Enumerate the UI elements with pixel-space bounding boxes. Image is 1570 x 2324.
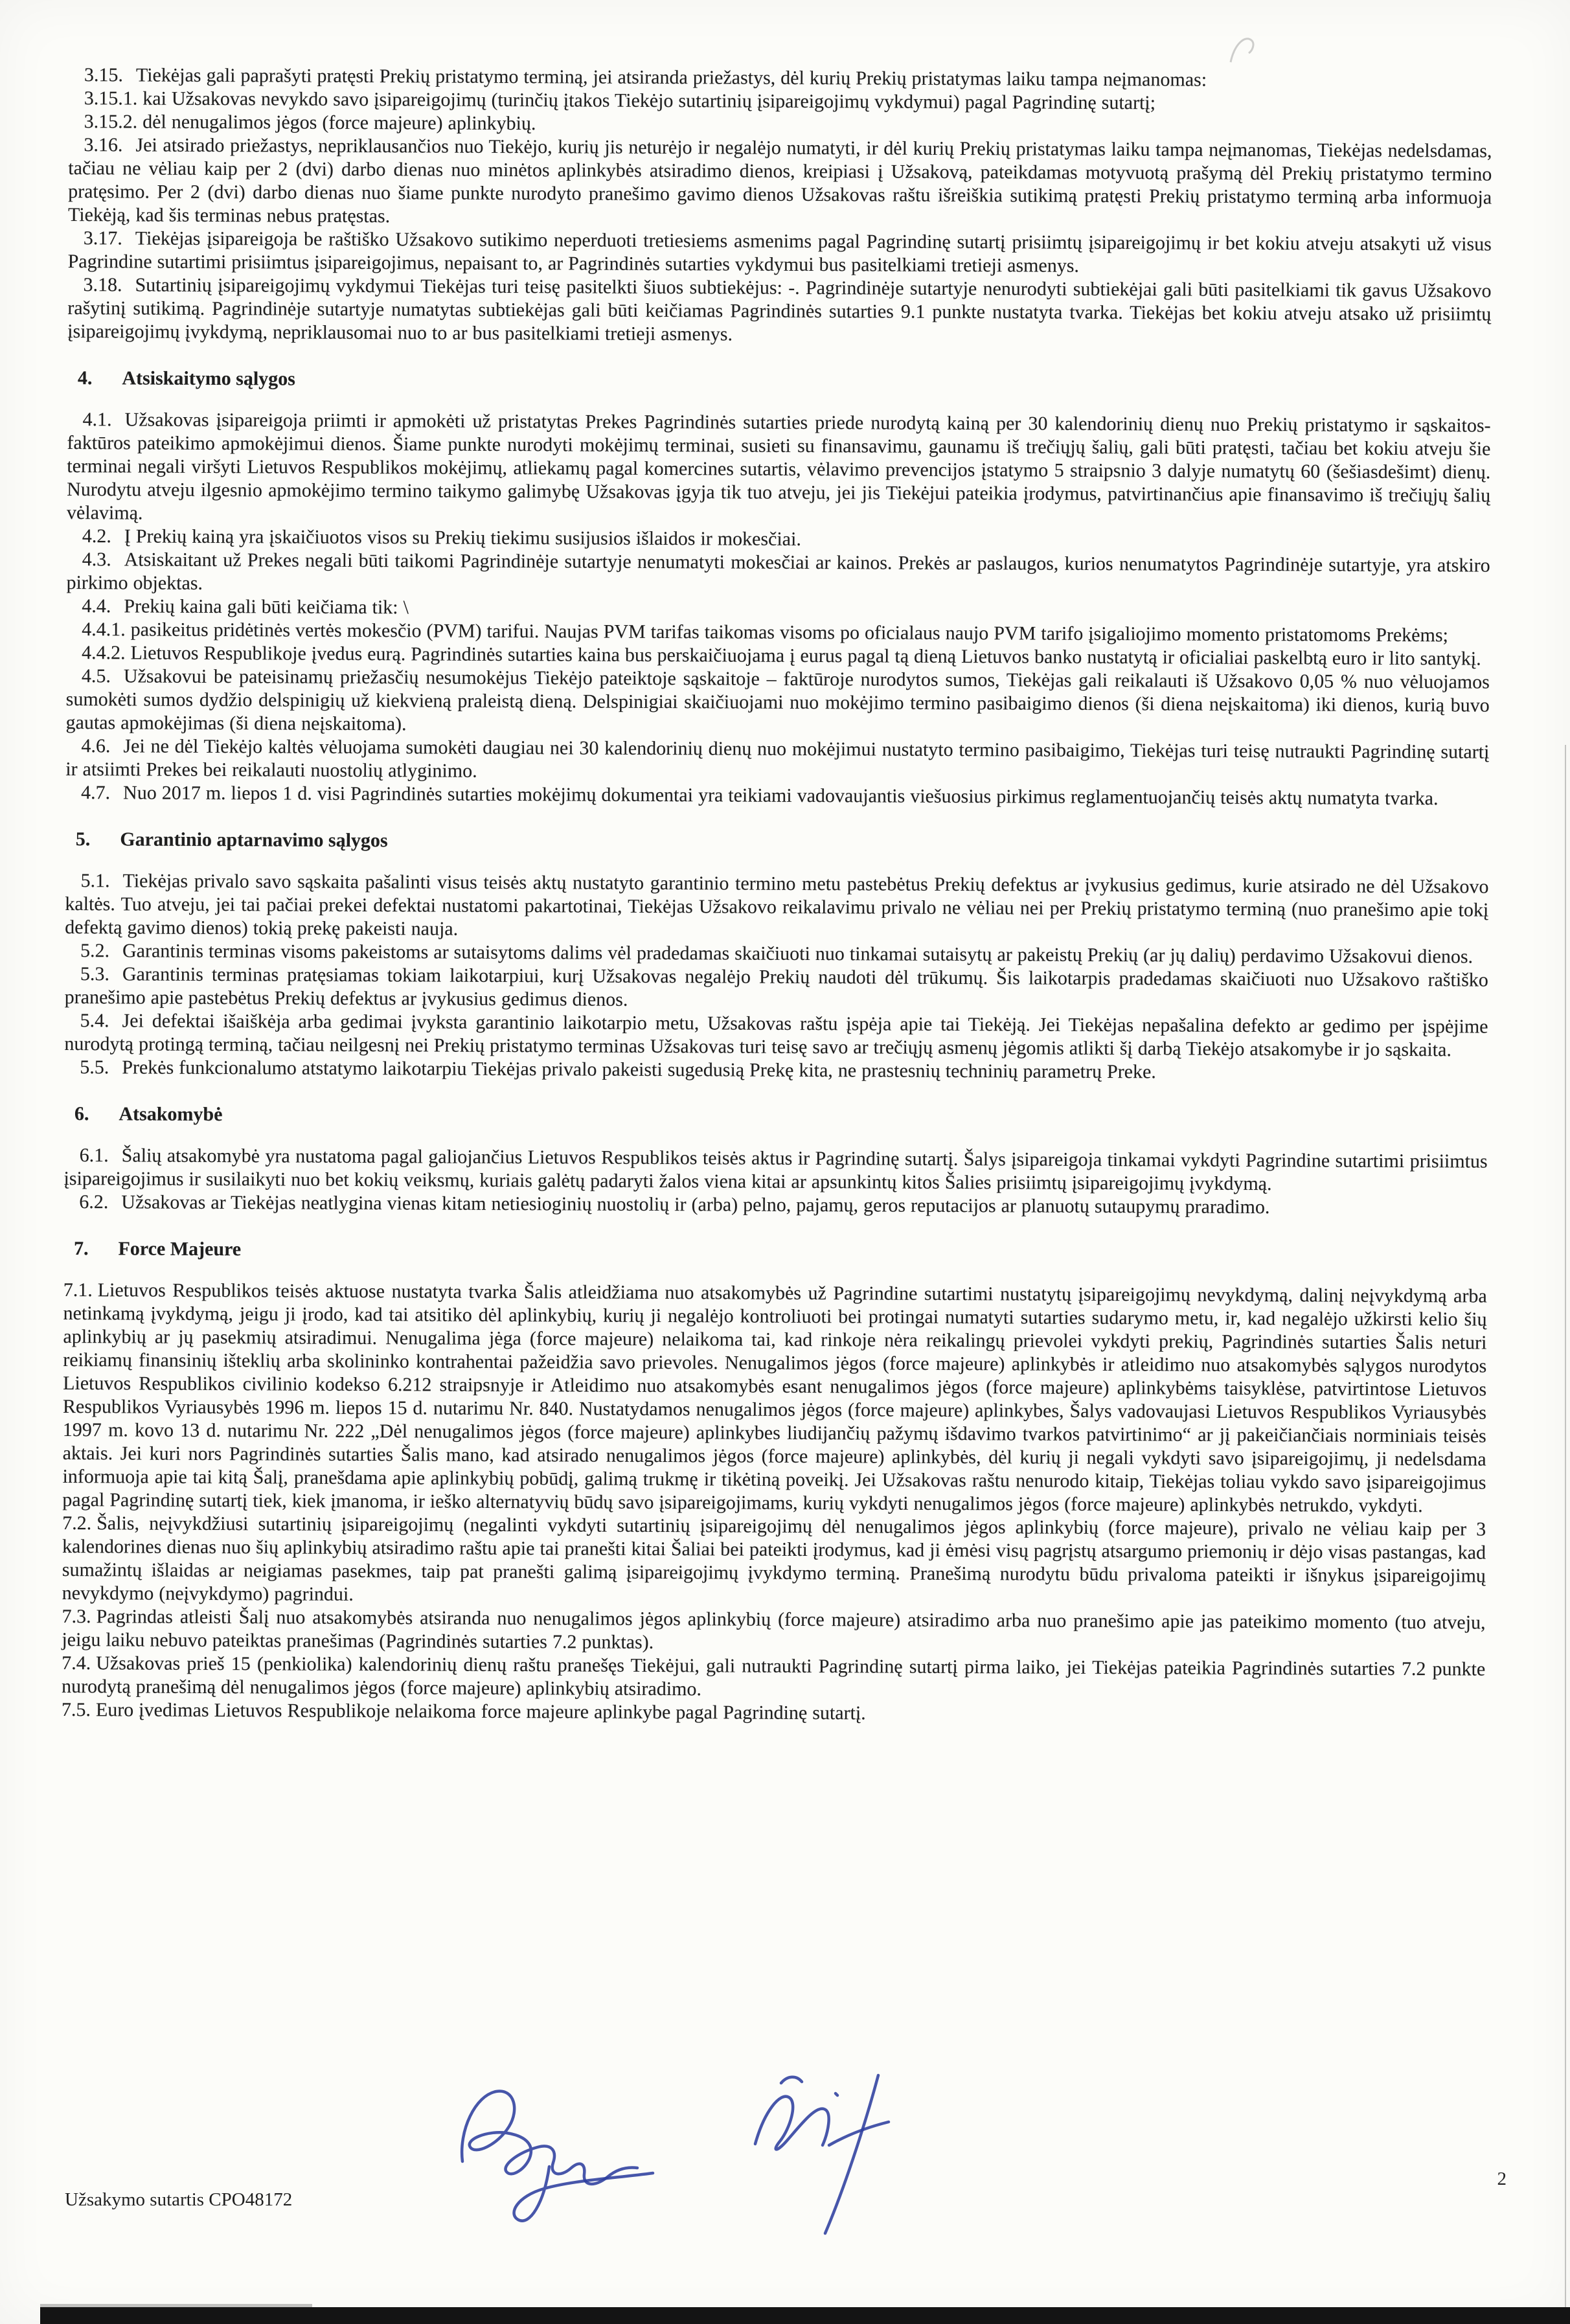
section-heading (63, 1237, 1487, 1267)
signature-1 (447, 2076, 674, 2238)
clause: 3.18. Sutartinių įsipareigojimų vykdymui Tiekėjas turi teisę pasitelkti šiuos subtiekėjus: -. Pagrindinėje sutartyje nenurodyti subtiekėjai gali būti pasitelkiami tik gavus Užsakovo rašytinį sutikimą. Pagrindinėje sutartyje numatytas subtiekėjas gali būti keičiamas Pagrindinės sutarties 9.1 punkte nustatyta tvarka. Tiekėjas bet kokiu atveju atsako už prisiimtų įsipareigojimų įvykdymą, nepriklausomai nuo to ar bus pasitelkiami tretieji asmenys. (67, 274, 1492, 345)
section-title: Force Majeure (118, 1238, 242, 1260)
clause-number: 7.2. (62, 1512, 92, 1534)
clause: 4.6. Jei ne dėl Tiekėjo kaltės vėluojama sumokėti daugiau nei 30 kalendorinių dienų nuo mokėjimui nustatyto termino pasibaigimo, Tiekėjas turi teisę nutraukti Pagrindinę sutartį ir atsiimti Prekes bei reikalauti nuostolių atlyginimo. (65, 735, 1490, 782)
page-number: 2 (1497, 2169, 1507, 2189)
clause: 4.4. Prekių kaina gali būti keičiama tik: \ (82, 595, 409, 619)
clause: 4.5. Užsakovui be pateisinamų priežasčių nesumokėjus Tiekėjo pateiktoje sąskaitoje – faktūroje nurodytos sumos, Tiekėjas gali reikalauti iš Užsakovo 0,05 % nuo vėluojamos sumokėti sumos dydžio delspinigių už kiekvieną praleistą dieną. Delspinigiai skaičiuojami nuo mokėjimo termino pasibaigimo dienos (ši diena neįskaitoma) iki dienos, kurią buvo gautas apmokėjimas (ši diena neįskaitoma). (65, 665, 1490, 735)
clause: 4.4.2. Lietuvos Respublikoje įvedus eurą. Pagrindinės sutarties kaina bus perskaičiuojama į eurus pagal tą dieną Lietuvos banko nustatytą ir oficialiai paskelbtą euro ir lito santykį. (81, 642, 1481, 670)
clause-number: 7.5. (61, 1698, 91, 1721)
pencil-smudge-mark (1225, 30, 1268, 73)
clause: 5.1. Tiekėjas privalo savo sąskaita pašalinti visus teisės aktų nustatyto garantinio termino metu pastebėtus Prekių defektus ar įvykusius gedimus, kurie atsirado ne dėl Užsakovo kaltės. Tuo atveju, jei tai pačiai prekei defektai nustatomi pakartotinai, Tiekėjas Užsakovo reikalavimu privalo ne vėliau nei per Prekių pristatymo terminą (nuo pranešimo apie tokį defektą gavimo dienos) tokią prekę pakeisti nauja. (65, 870, 1489, 940)
clause: 6.2. Užsakovas ar Tiekėjas neatlygina vienas kitam netiesioginių nuostolių ir (arba) pelno, pajamų, geros reputacijos ar planuotų sutaupymų praradimo. (79, 1191, 1270, 1218)
clause: 7.4. Užsakovas prieš 15 (penkiolika) kalendorinių dienų raštu pranešęs Tiekėjui, gali nutraukti Pagrindinę sutartį pirma laiko, jei Tiekėjas pateikia Pagrindinės sutarties 7.2 punkte nurodytą pranešimą dėl nenugalimos jėgos (force majeure) aplinkybių atsiradimo. (61, 1652, 1486, 1700)
clause-number: 3.17. (83, 227, 122, 249)
clause: 3.15.2. dėl nenugalimos jėgos (force majeure) aplinkybių. (84, 111, 536, 135)
clause: 7.1. Lietuvos Respublikos teisės aktuose nustatyta tvarka Šalis atleidžiama nuo atsakomybės už Pagrindine sutartimi nustatytų įsipareigojimų nevykdymą, dalinį neįvykdymą arba netinkamą įvykdymą, jeigu ji įrodo, kad tai atsitiko dėl aplinkybių, kurių ji negalėjo kontroliuoti bei protingai numatyti sutarties sudarymo metu, ir, kad negalėjo užkirsti kelio šių aplinkybių ar jų pasekmių atsiradimui. Nenugalima jėga (force majeure) nelaikoma tai, kad rinkoje nėra reikalingų prievolei vykdyti prekių, Pagrindinės sutarties Šalis neturi reikiamų finansinių išteklių arba skolininko kontrahentai pažeidžia savo prievoles. Nenugalimos jėgos (force majeure) aplinkybės ir atleidimo nuo atsakomybės sąlygos nurodytos Lietuvos Respublikos civilinio kodekso 6.212 straipsnyje ir Atleidimo nuo atsakomybės esant nenugalimos jėgos (force majeure) aplinkybėms taisyklėse, patvirtintose Lietuvos Respublikos Vyriausybės 1996 m. liepos 15 d. nutarimu Nr. 840. Nustatydamos nenugalimos jėgos (force majeure) aplinkybes, Šalys vadovaujasi Lietuvos Respublikos Vyriausybės 1997 m. kovo 13 d. nutarimu Nr. 222 „Dėl nenugalimos jėgos (force majeure) aplinkybes liudijančių pažymų išdavimo tvarkos patvirtinimo“ ar jį pakeičiančiais norminiais teisės aktais. Jei kuri nors Pagrindinės sutarties Šalis mano, kad atsirado nenugalimos jėgos (force majeure) aplinkybės, dėl kurių ji negali vykdyti savo įsipareigojimų, ji nedelsdama informuoja apie tai kitą Šalį, pranešdama apie aplinkybių pobūdį, galimą trukmę ir tikėtiną poveikį. Jei Užsakovas raštu nenurodo kitaip, Tiekėjas toliau vykdo savo įsipareigojimus pagal Pagrindinę sutartį tiek, kiek įmanoma, ir ieško alternatyvių būdų savo įsipareigojimams, kurių vykdyti nenugalimos jėgos (force majeure) aplinkybės netrukdo, vykdyti. (62, 1279, 1487, 1517)
section-heading (64, 1102, 1488, 1132)
footer-document-title: Užsakymo sutartis CPO48172 (65, 2189, 293, 2210)
clause: 5.2. Garantinis terminas visoms pakeistoms ar sutaisytoms dalims vėl pradedamas skaičiuoti nuo tinkamai sutaisytų ar pakeistų Prekių (ar jų dalių) perdavimo Užsakovui dienos. (80, 940, 1473, 968)
clause-number: 4.1. (82, 409, 112, 431)
clause: 5.4. Jei defektai išaiškėja arba gedimai įvyksta garantinio laikotarpio metu, Užsakovas raštu įspėja apie tai Tiekėją. Jei Tiekėjas nepašalina defekto ar gedimo per įspėjime nurodytą protingą terminą, tačiau neilgesnį nei Prekių pristatymo terminas Užsakovas turi teisę savo ar trečiųjų asmenų jėgomis atlikti šį darbą Tiekėjo atsakomybe ir jo sąskaita. (64, 1010, 1488, 1061)
clause-number: 3.16. (84, 134, 123, 156)
section-number: 4. (77, 367, 93, 389)
clause: 5.3. Garantinis terminas pratęsiamas tokiam laikotarpiui, kurį Užsakovas negalėjo Prekių naudoti dėl trūkumų. Šis laikotarpis pradedamas skaičiuoti nuo Užsakovo raštiško pranešimo apie pastebėtus Prekių defektus ar įvykusius gedimus dienos. (64, 963, 1488, 1010)
clause-number: 4.2. (82, 525, 111, 547)
clause: 3.16. Jei atsirado priežastys, nepriklausančios nuo Tiekėjo, kurių jis neturėjo ir negalėjo numatyti, ir dėl kurių Prekių pristatymas laiku tampa neįmanomas, Tiekėjas nedelsdamas, tačiau ne vėliau kaip per 2 (dvi) darbo dienas nuo minėtos aplinkybės atsiradimo dienos, kreipiasi į Užsakovą, pateikdamas motyvuotą prašymą dėl Prekių pristatymo termino pratęsimo. Per 2 (dvi) darbo dienas nuo šiame punkte nurodyto pranešimo gavimo dienos Užsakovas raštu išreiškia sutikimą pratęsti Prekių pristatymo terminą arba informuoja Tiekėją, kad šis terminas nebus pratęstas. (67, 134, 1492, 227)
clause-number: 4.5. (81, 665, 111, 687)
clause-number: 7.4. (62, 1652, 91, 1674)
clause-number: 3.15.1. (84, 87, 138, 109)
clause-number: 4.7. (81, 782, 111, 804)
clause-number: 6.1. (79, 1145, 109, 1167)
clause-number: 7.1. (63, 1279, 93, 1301)
clause-number: 5.4. (80, 1010, 109, 1032)
clause: 4.2. Į Prekių kainą yra įskaičiuotos visos su Prekių tiekimu susijusios išlaidos ir mokesčiai. (82, 525, 801, 550)
scan-artifact-bottom-bar (40, 2307, 1570, 2324)
clause-number: 3.18. (83, 274, 122, 296)
clause-number: 5.5. (80, 1056, 109, 1078)
section-title: Atsakomybė (119, 1103, 223, 1126)
clause-number: 4.6. (81, 735, 111, 757)
clause: 4.4.1. pasikeitus pridėtinės vertės mokesčio (PVM) tarifui. Naujas PVM tarifas taikomas visoms po oficialaus naujo PVM tarifo įsigaliojimo momento pristatomoms Prekėms; (82, 619, 1448, 646)
clause: 7.2. Šalis, neįvykdžiusi sutartinių įsipareigojimų (negalinti vykdyti sutartinių įsipareigojimų dėl nenugalimos jėgos aplinkybių (force majeure), privalo ne vėliau kaip per 3 kalendorines dienas nuo šių aplinkybių atsiradimo raštu apie tai pranešti kitai Šaliai bei pateikti įrodymus, kad ji ėmėsi visų pagrįstų atsargumo priemonių ir dėjo visas pastangas, kad sumažintų išlaidas ar neigiamas pasekmes, taip pat pranešti galimą įsipareigojimų įvykdymo terminą. Pranešimą nurodytu būdu privaloma pateikti ir išnykus įsipareigojimų nevykdymo (neįvykdymo) pagrindui. (62, 1512, 1486, 1605)
clause: 4.1. Užsakovas įsipareigoja priimti ir apmokėti už pristatytas Prekes Pagrindinės sutarties priede nurodytą kainą per 30 kalendorinių dienų nuo Prekių pristatymo ir sąskaitos-faktūros pateikimo apmokėjimui dienos. Šiame punkte nurodyti mokėjimų terminai, susieti su finansavimu, gaunamu iš trečiųjų šalių, gali būti pratęsti, tačiau bet kokiu atveju šie terminai negali viršyti Lietuvos Respublikos mokėjimų, atliekamų pagal komercines sutartis, vėlavimo prevencijos įstatymo 5 straipsnio 3 dalyje numatytų 60 (šešiasdešimt) dienų. Nurodytu atveju ilgesnio apmokėjimo termino taikymo galimybę Užsakovas įgyja tik tuo atveju, jei jis Tiekėjui pateikia įrodymus, patvirtinančius apie finansavimo iš trečiųjų šalių vėlavimą. (66, 409, 1491, 524)
document-content (62, 63, 1492, 1728)
clause-number: 4.3. (82, 549, 111, 571)
clause-number: 5.2. (80, 940, 110, 962)
scan-artifact-right-edge (1565, 745, 1566, 2308)
clause: 6.1. Šalių atsakomybė yra nustatoma pagal galiojančius Lietuvos Respublikos teisės aktus ir Pagrindinę sutartį. Šalys įsipareigoja tinkamai vykdyti Pagrindine sutartimi prisiimtus įsipareigojimus ir susilaikyti nuo bet kokių veiksmų, kuriais galėtų padaryti žalos viena kitai ar apsunkintų kitos Šalies prisiimtų įsipareigojimų įvykdymą. (63, 1145, 1488, 1195)
clause-number: 4.4. (82, 595, 111, 617)
clause-number: 4.4.2. (81, 642, 126, 664)
section-number: 6. (74, 1103, 89, 1125)
clause-number: 5.1. (80, 870, 110, 892)
clause: 3.15.1. kai Užsakovas nevykdo savo įsipareigojimų (turinčių įtakos Tiekėjo sutartinių įsipareigojimų vykdymui) pagal Pagrindinę sutartį; (84, 87, 1156, 114)
clause: 7.3. Pagrindas atleisti Šalį nuo atsakomybės atsiranda nuo nenugalimos jėgos aplinkybių (force majeure) atsiradimo arba nuo pranešimo apie jas pateikimo momento (tuo atveju, jeigu laiku nebuvo pateiktas pranešimas (Pagrindinės sutarties 7.2 punktas). (62, 1605, 1486, 1653)
clause-number: 5.3. (80, 963, 109, 985)
section-heading (65, 828, 1489, 858)
clause: 5.5. Prekės funkcionalumo atstatymo laikotarpiu Tiekėjas privalo pakeisti sugedusią Prekę kita, ne prastesnių techninių parametrų Preke. (80, 1056, 1156, 1083)
section-heading (67, 367, 1491, 396)
clause: 4.7. Nuo 2017 m. liepos 1 d. visi Pagrindinės sutarties mokėjimų dokumentai yra teikiami vadovaujantis viešuosius pirkimus reglamentuojančių teisės aktų numatyta tvarka. (81, 782, 1439, 810)
clause: 3.15. Tiekėjas gali paprašyti pratęsti Prekių pristatymo terminą, jei atsiranda priežastys, dėl kurių Prekių pristatymas laiku tampa neįmanomas: (84, 64, 1207, 91)
clause: 3.17. Tiekėjas įsipareigoja be raštiško Užsakovo sutikimo neperduoti tretiesiems asmenims pagal Pagrindinę sutartį prisiimtų įsipareigojimų ir bet kokiu atveju atsakyti už visus Pagrindine sutartimi prisiimtus įsipareigojimus, nepaisant to, ar Pagrindinės sutarties vykdymui bus pasitelkiami tretieji asmenys. (67, 227, 1492, 277)
clause-number: 3.15. (84, 64, 123, 86)
signature-2 (738, 2066, 933, 2251)
document-body (62, 63, 1492, 1728)
clause-number: 3.15.2. (84, 111, 138, 133)
clause: 7.5. Euro įvedimas Lietuvos Respublikoje nelaikoma force majeure aplinkybe pagal Pagrindinę sutartį. (61, 1698, 866, 1724)
section-title: Atsiskaitymo sąlygos (122, 367, 295, 390)
section-number: 5. (75, 828, 91, 850)
clause: 4.3. Atsiskaitant už Prekes negali būti taikomi Pagrindinėje sutartyje nenumatyti mokesčiai ar kainos. Prekės ar paslaugos, kurios nenumatytos Pagrindinėje sutartyje, yra atskiro pirkimo objektas. (66, 549, 1490, 594)
clause-number: 7.3. (62, 1605, 91, 1628)
section-number: 7. (73, 1238, 89, 1260)
clause-number: 6.2. (79, 1191, 109, 1213)
clause-number: 4.4.1. (82, 619, 126, 641)
section-title: Garantinio aptarnavimo sąlygos (120, 828, 388, 852)
